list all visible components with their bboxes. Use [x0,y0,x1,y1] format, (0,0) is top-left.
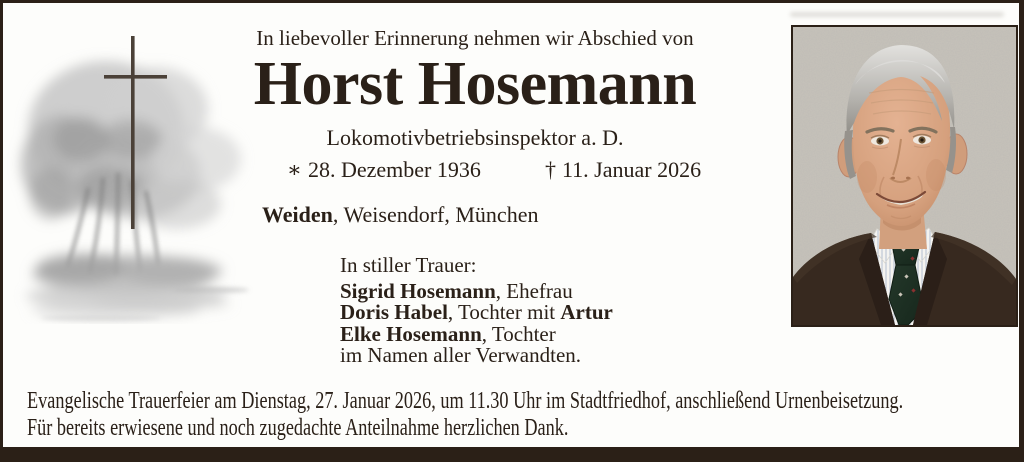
deceased-name: Horst Hosemann [253,50,697,118]
death-date [545,158,701,182]
funeral-info-text: Evangelische Trauerfeier am Dienstag, 27. Januar 2026, um 11.30 Uhr im Stadtfriedhof, anschließend Urnenbeisetzung. [27,388,904,414]
mourner-name-2: Artur [560,300,613,324]
places-line [262,203,538,227]
mourning-closing: im Namen aller Verwandten. [340,343,582,367]
trees-watercolor-illustration [6,24,258,324]
death-date-text: 11. Januar 2026 [562,157,702,182]
places-rest: , Weisendorf, München [332,202,539,227]
funeral-info-line [27,388,1024,415]
mourning-block [340,255,613,367]
mourner-name: Doris Habel [340,300,448,324]
mourner-relation: , Ehefrau [495,278,573,303]
mourner-line [340,278,613,303]
mourner-name: Sigrid Hosemann [340,278,496,303]
mourner-line [340,302,613,324]
birth-date-text: 28. Dezember 1936 [307,157,481,182]
scan-smudge [790,12,1004,17]
birth-date [287,158,481,182]
birth-star-icon: ∗ [287,157,302,182]
thanks-line [27,415,739,442]
memorial-artwork [6,24,258,324]
intro-line: In liebevoller Erinnerung nehmen wir Abschied von [256,26,694,50]
mourner-line [340,321,613,346]
portrait-illustration [793,27,1016,325]
mourning-heading: In stiller Trauer: [340,253,477,277]
mourner-name: Elke Hosemann [340,321,482,346]
death-cross-icon: † [545,157,556,182]
profession-title: Lokomotivbetriebsinspektor a. D. [326,125,624,150]
thanks-text: Für bereits erwiesene und noch zugedachte Anteilnahme herzlichen Dank. [27,415,569,441]
place-primary: Weiden [262,202,333,227]
portrait-photo [791,25,1018,327]
mourner-relation: , Tochter [481,321,556,346]
mourner-relation: , Tochter mit [447,300,561,324]
